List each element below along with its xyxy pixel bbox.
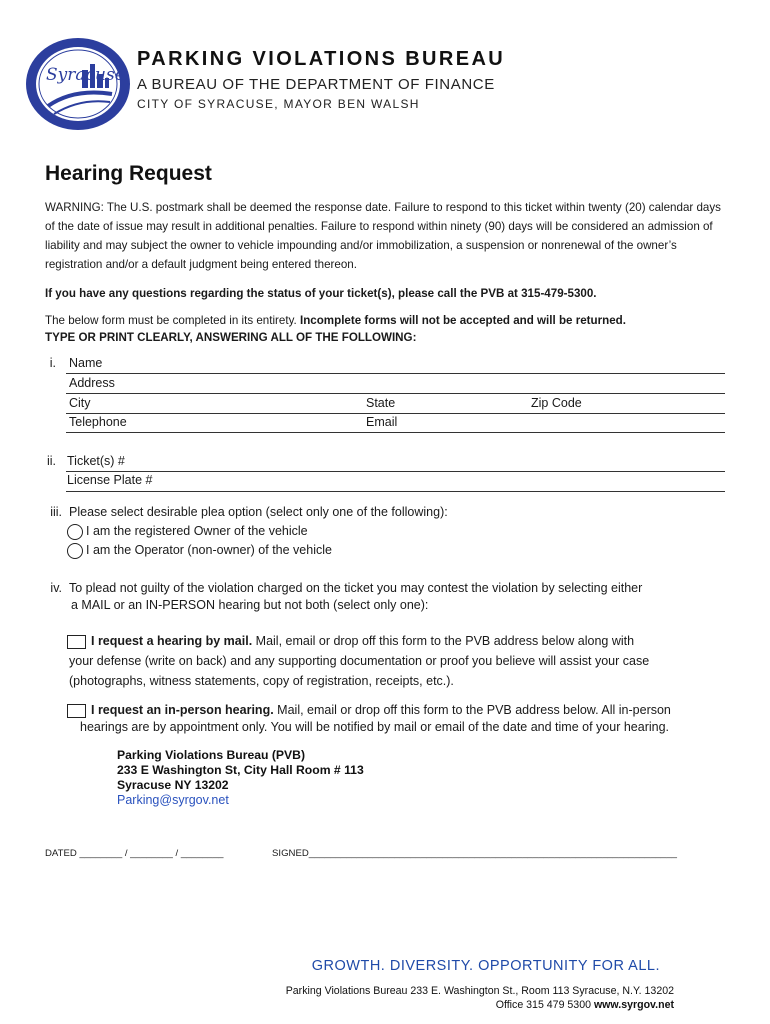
mail-hearing-text: Mail, email or drop off this form to the PVB address below along with (255, 634, 635, 648)
operator-radio[interactable] (67, 543, 83, 559)
pvb-address-line1: Parking Violations Bureau (PVB) (117, 748, 306, 762)
mail-hearing-checkbox[interactable] (67, 635, 86, 649)
city-label: City (69, 396, 91, 410)
mail-hearing-line3: (photographs, witness statements, copy of registration, receipts, etc.). (69, 674, 454, 688)
pvb-email-link[interactable]: Parking@syrgov.net (117, 793, 229, 807)
mail-hearing-line1 (91, 631, 634, 651)
name-label: Name (69, 356, 103, 370)
tickets-field[interactable] (66, 471, 725, 472)
footer-address: Parking Violations Bureau 233 E. Washington St., Room 113 Syracuse, N.Y. 13202 (285, 985, 674, 997)
signature-field[interactable]: SIGNED_____________________________________________________________________ (272, 848, 677, 859)
in-person-hearing-text: Mail, email or drop off this form to the PVB address below. All in-person (277, 703, 671, 717)
pvb-address-line2: 233 E Washington St, City Hall Room # 113 (117, 763, 364, 777)
in-person-hearing-label: I request an in-person hearing. (91, 703, 274, 717)
hearing-prompt-line2: a MAIL or an IN-PERSON hearing but not both (select only one): (71, 598, 429, 612)
operator-option-label: I am the Operator (non-owner) of the vehicle (86, 543, 332, 557)
license-plate-label: License Plate # (67, 473, 153, 487)
city-slogan: GROWTH. DIVERSITY. OPPORTUNITY FOR ALL. (311, 958, 660, 974)
completion-note (45, 314, 626, 327)
footer-contact (496, 999, 674, 1011)
footer-office-phone: Office 315 479 5300 (495, 999, 591, 1011)
email-label: Email (366, 415, 398, 429)
type-print-instruction: TYPE OR PRINT CLEARLY, ANSWERING ALL OF THE FOLLOWING: (45, 331, 417, 344)
state-label: State (366, 396, 396, 410)
tickets-label: Ticket(s) # (67, 454, 125, 468)
questions-line: If you have any questions regarding the status of your ticket(s), please call the PVB at 315-479-5300. (45, 287, 597, 300)
dated-field[interactable]: DATED ________ / ________ / ________ (45, 848, 224, 859)
city-seal-logo (24, 36, 132, 132)
warning-paragraph: WARNING: The U.S. postmark shall be deemed the response date. Failure to respond to this ticket within twenty (20) calendar days of the date of issue may result in additional penalties. Failure to respond within ninety (90) days will be considered an admission of liability and may subject the owner to vehicle impounding and/or immobilization, a suspension or nonrenewal of the owner’s registration and/or a default judgment being entered thereon. (45, 201, 721, 271)
bureau-subtitle: A BUREAU OF THE DEPARTMENT OF FINANCE (137, 76, 495, 93)
pvb-address-line3: Syracuse NY 13202 (117, 778, 229, 792)
seal-wordmark: Syracuse (46, 65, 125, 85)
city-mayor-line: CITY OF SYRACUSE, MAYOR BEN WALSH (137, 97, 420, 111)
pvb-address-block (117, 748, 364, 808)
form-title: Hearing Request (45, 162, 212, 185)
address-field[interactable] (66, 393, 725, 394)
completion-note-text: The below form must be completed in its entirety. (45, 314, 297, 327)
plea-prompt: Please select desirable plea option (select only one of the following): (69, 505, 448, 519)
city-state-zip-field[interactable] (66, 413, 725, 414)
telephone-label: Telephone (69, 415, 127, 429)
zip-code-label: Zip Code (531, 396, 582, 410)
bureau-title: PARKING VIOLATIONS BUREAU (137, 48, 506, 70)
telephone-email-field[interactable] (66, 432, 725, 433)
owner-option-label: I am the registered Owner of the vehicle (86, 524, 308, 538)
mail-hearing-label: I request a hearing by mail. (91, 634, 253, 648)
mail-hearing-line2: your defense (write on back) and any supporting documentation or proof you believe will assist your case (69, 654, 650, 668)
section-i-number: i. (49, 356, 56, 370)
in-person-hearing-checkbox[interactable] (67, 704, 86, 718)
address-label: Address (69, 376, 115, 390)
section-iv-number: iv. (50, 581, 62, 595)
section-iii-number: iii. (50, 505, 62, 519)
hearing-prompt-line1: To plead not guilty of the violation charged on the ticket you may contest the violation by selecting either (69, 581, 643, 595)
section-ii-number: ii. (46, 454, 56, 468)
in-person-hearing-line2: hearings are by appointment only. You will be notified by mail or email of the date and time of your hearing. (80, 720, 670, 734)
incomplete-note: Incomplete forms will not be accepted and will be returned. (299, 314, 626, 327)
name-field[interactable] (66, 373, 725, 374)
footer-website[interactable]: www.syrgov.net (593, 999, 674, 1011)
license-plate-field[interactable] (66, 491, 725, 492)
owner-radio[interactable] (67, 524, 83, 540)
